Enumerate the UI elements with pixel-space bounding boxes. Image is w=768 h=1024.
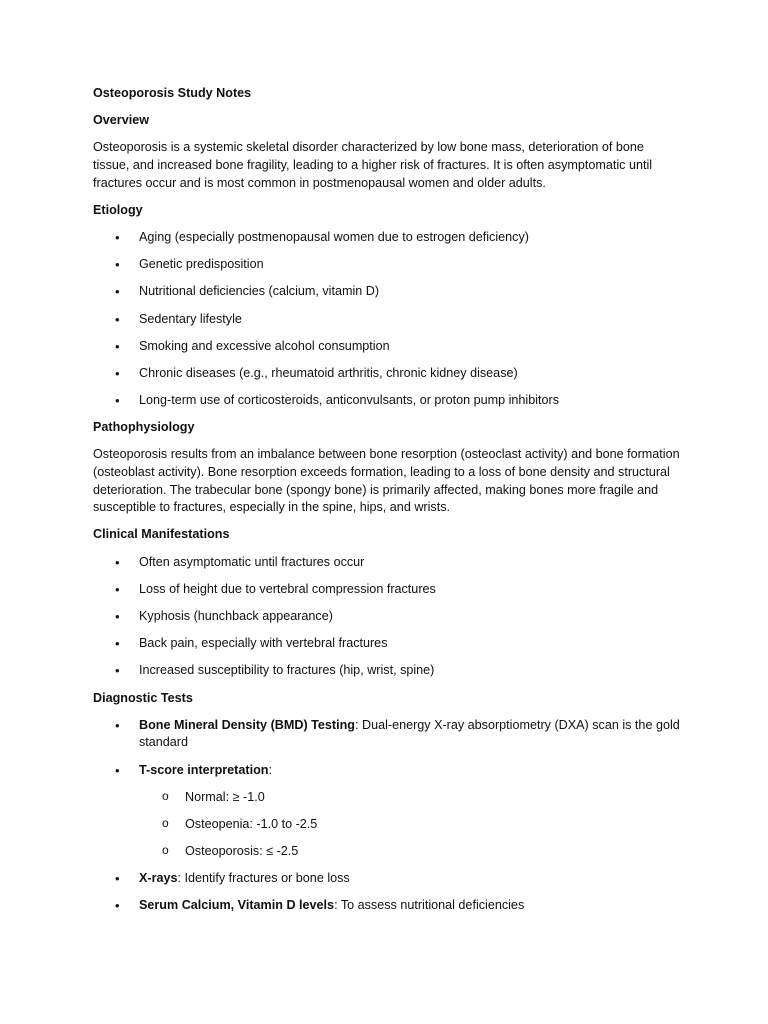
diagnostic-item-tscore xyxy=(93,762,683,861)
diagnostic-list xyxy=(93,717,683,915)
etiology-item: • Nutritional deficiencies (calcium, vitamin D) xyxy=(93,283,683,301)
bmd-label: Bone Mineral Density (BMD) Testing xyxy=(139,717,355,732)
overview-heading: Overview xyxy=(93,113,150,128)
tscore-text: : xyxy=(268,762,272,777)
clinical-list xyxy=(93,554,683,680)
diagnostic-item-xrays xyxy=(93,870,683,888)
tscore-sub-item: o Osteopenia: -1.0 to -2.5 xyxy=(139,816,683,834)
etiology-item: • Genetic predisposition xyxy=(93,256,683,274)
xrays-text: : Identify fractures or bone loss xyxy=(177,871,350,886)
tscore-sublist xyxy=(139,789,683,861)
diagnostic-item-bmd xyxy=(93,717,683,752)
etiology-heading: Etiology xyxy=(93,202,143,217)
serum-label: Serum Calcium, Vitamin D levels xyxy=(139,898,335,913)
diagnostic-item-serum xyxy=(93,897,683,915)
overview-paragraph: Osteoporosis is a systemic skeletal disorder characterized by low bone mass, deterioration of bone tissue, and increased bone fragility, leading to a higher risk of fractures. It is often asymptomatic until fractures occur and is most common in postmenopausal women and older adults. xyxy=(93,140,653,190)
etiology-item: • Aging (especially postmenopausal women due to estrogen deficiency) xyxy=(93,229,683,247)
etiology-item: • Chronic diseases (e.g., rheumatoid arthritis, chronic kidney disease) xyxy=(93,365,683,383)
clinical-item: • Often asymptomatic until fractures occur xyxy=(93,554,683,572)
etiology-item: • Sedentary lifestyle xyxy=(93,311,683,329)
diagnostic-heading: Diagnostic Tests xyxy=(93,690,193,705)
tscore-sub-item: o Normal: ≥ -1.0 xyxy=(139,789,683,807)
clinical-item: • Loss of height due to vertebral compression fractures xyxy=(93,581,683,599)
etiology-list xyxy=(93,229,683,410)
tscore-sub-item: o Osteoporosis: ≤ -2.5 xyxy=(139,843,683,861)
bmd-text: : Dual-energy X-ray absorptiometry (DXA) scan is the gold standard xyxy=(139,717,680,750)
etiology-item: • Long-term use of corticosteroids, anticonvulsants, or proton pump inhibitors xyxy=(93,392,683,410)
pathophysiology-paragraph: Osteoporosis results from an imbalance between bone resorption (osteoclast activity) and bone formation (osteoblast activity). Bone resorption exceeds formation, leading to a loss of bone density and structural deterioration. The trabecular bone (spongy bone) is primarily affected, making bones more fragile and susceptible to fractures, especially in the spine, hips, and wrists. xyxy=(93,447,680,515)
clinical-item: • Back pain, especially with vertebral fractures xyxy=(93,635,683,653)
clinical-item: • Increased susceptibility to fractures (hip, wrist, spine) xyxy=(93,662,683,680)
clinical-heading: Clinical Manifestations xyxy=(93,527,230,542)
etiology-item: • Smoking and excessive alcohol consumption xyxy=(93,338,683,356)
clinical-item: • Kyphosis (hunchback appearance) xyxy=(93,608,683,626)
pathophysiology-heading: Pathophysiology xyxy=(93,420,195,435)
document-page xyxy=(93,85,683,925)
document-title: Osteoporosis Study Notes xyxy=(93,86,252,100)
xrays-label: X-rays xyxy=(139,871,178,886)
tscore-label: T-score interpretation xyxy=(139,762,269,777)
serum-text: : To assess nutritional deficiencies xyxy=(334,898,525,913)
